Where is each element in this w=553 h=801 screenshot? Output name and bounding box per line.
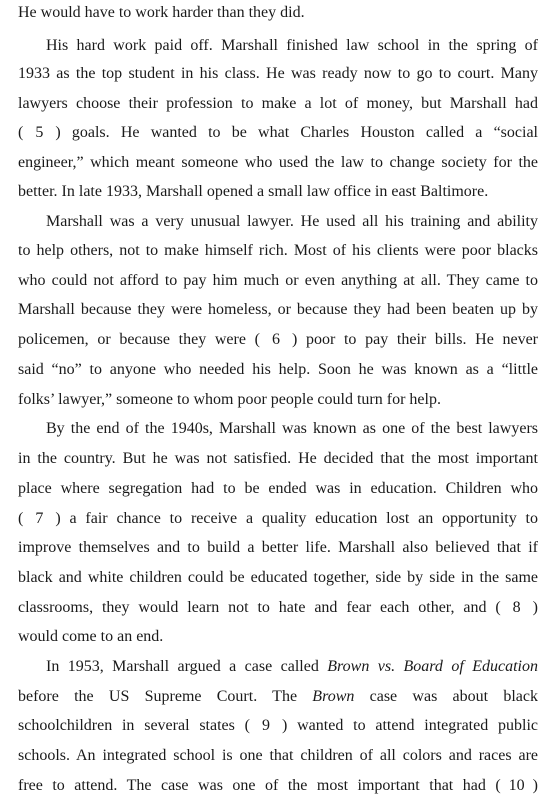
text-line-16: in the country. But he was not satisfied. He decided that the most important bbox=[18, 450, 538, 467]
text-line-2: His hard work paid off. Marshall finished law school in the spring of bbox=[46, 37, 538, 54]
text-line-3: 1933 as the top student in his class. He was ready now to go to court. Many bbox=[18, 65, 538, 82]
text-line-8: Marshall was a very unusual lawyer. He used all his training and ability bbox=[46, 213, 538, 230]
answer-blank-9: ( 9 ) bbox=[244, 717, 288, 734]
text-line-5: ( 5 ) goals. He wanted to be what Charles Houston called a “social bbox=[18, 122, 538, 144]
text-line-12: policemen, or because they were ( 6 ) poor to pay their bills. He never bbox=[18, 329, 538, 351]
text-line-15: By the end of the 1940s, Marshall was known as one of the best lawyers bbox=[46, 420, 538, 437]
text-line-7: better. In late 1933, Marshall opened a small law office in east Baltimore. bbox=[18, 183, 489, 200]
case-title-italic: Brown vs. Board of Education bbox=[327, 658, 538, 675]
text-line-4: lawyers choose their profession to make a lot of money, but Marshall had bbox=[18, 95, 538, 112]
text-line-20: black and white children could be educated together, side by side in the same bbox=[18, 569, 538, 586]
text-line-27: free to attend. The case was one of the most important that had ( 10 ) bbox=[18, 775, 538, 797]
text-line-6: engineer,” which meant someone who used the law to change society for the bbox=[18, 154, 538, 171]
text-line-9: to help others, not to make himself rich. Most of his clients were poor blacks bbox=[18, 242, 538, 259]
text-line-10: who could not afford to pay him much or even anything at all. They came to bbox=[18, 272, 538, 289]
text-line-1: He would have to work harder than they did. bbox=[18, 4, 305, 21]
text-line-21: classrooms, they would learn not to hate and fear each other, and ( 8 ) bbox=[18, 597, 538, 619]
text-line-23: In 1953, Marshall argued a case called Brown vs. Board of Education bbox=[46, 658, 538, 675]
answer-blank-8: ( 8 ) bbox=[495, 599, 538, 616]
text-line-13: said “no” to anyone who needed his help. Soon he was known as a “little bbox=[18, 361, 538, 378]
case-name-italic: Brown bbox=[312, 688, 355, 705]
text-line-14: folks’ lawyer,” someone to whom poor people could turn for help. bbox=[18, 391, 441, 408]
text-line-24: before the US Supreme Court. The Brown case was about black bbox=[18, 688, 539, 705]
answer-blank-10: ( 10 ) bbox=[495, 777, 538, 794]
text-line-11: Marshall because they were homeless, or because they had been beaten up by bbox=[18, 301, 538, 318]
answer-blank-7: ( 7 ) bbox=[18, 510, 61, 527]
answer-blank-5: ( 5 ) bbox=[18, 124, 61, 141]
text-line-17: place where segregation had to be ended was in education. Children who bbox=[18, 480, 538, 497]
text-line-19: improve themselves and to build a better life. Marshall also believed that if bbox=[18, 539, 538, 556]
text-line-25: schoolchildren in several states ( 9 ) wanted to attend integrated public bbox=[18, 715, 538, 737]
answer-blank-6: ( 6 ) bbox=[254, 331, 298, 348]
text-line-22: would come to an end. bbox=[18, 628, 164, 645]
text-line-18: ( 7 ) a fair chance to receive a quality education lost an opportunity to bbox=[18, 508, 538, 530]
text-line-26: schools. An integrated school is one that children of all colors and races are bbox=[18, 747, 538, 764]
